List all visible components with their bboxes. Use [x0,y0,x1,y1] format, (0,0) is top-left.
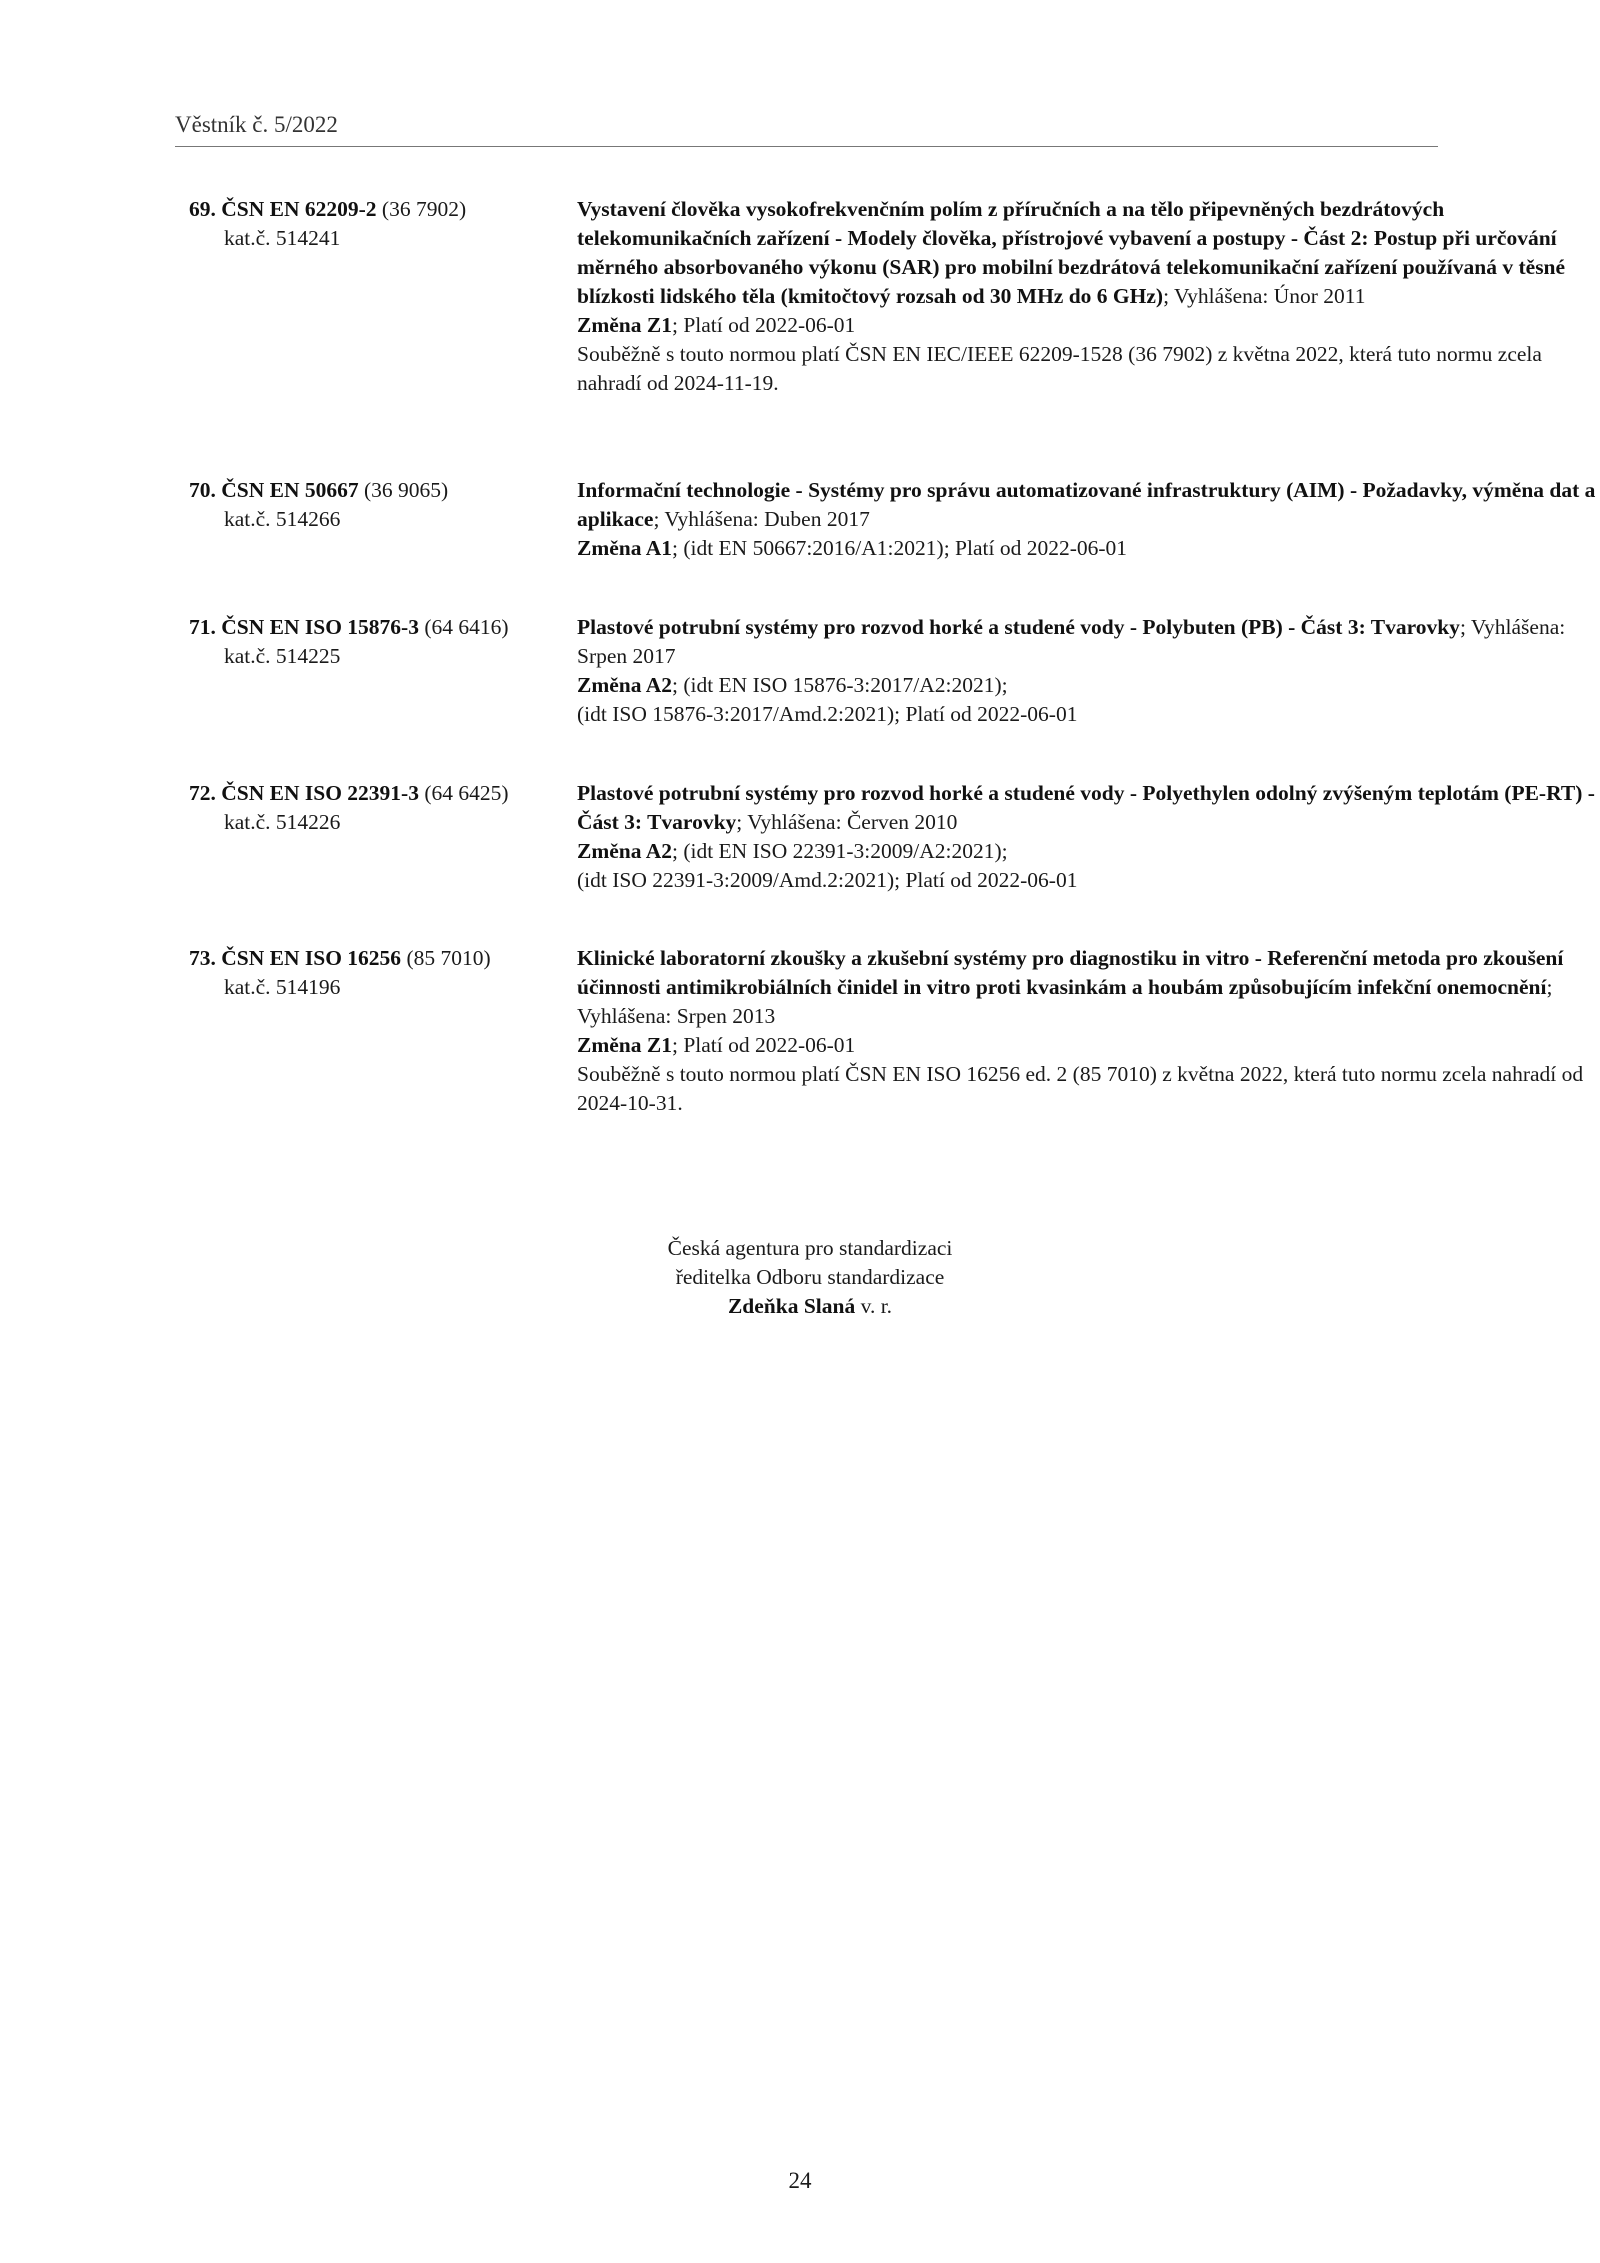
entry-id [189,779,569,837]
standard-code: ČSN EN 62209-2 [221,197,377,221]
announced-date: ; Vyhlášena: Srpen 2013 [577,975,1553,1028]
catalog-number: kat.č. 514241 [224,226,341,250]
entry-number: 69. [189,197,216,221]
standard-code: ČSN EN ISO 15876-3 [221,615,419,639]
entry-body [577,613,1600,729]
change-info: ; (idt EN ISO 22391-3:2009/A2:2021); [671,839,1008,863]
entry-body [577,476,1600,563]
replacement-note: Souběžně s touto normou platí ČSN EN IEC/IEEE 62209-1528 (36 7902) z května 2022, která tuto normu zcela nahradí od 2024-11-19. [577,342,1542,395]
catalog-number: kat.č. 514266 [224,507,341,531]
standard-code: ČSN EN 50667 [221,478,359,502]
standard-code: ČSN EN ISO 16256 [221,946,402,970]
change-label: Změna A2 [577,673,672,697]
classification-number: (36 7902) [381,197,467,221]
entry-id [189,613,569,671]
entry-id [189,944,569,1002]
entry-number: 72. [189,781,216,805]
signature-block [600,1234,1020,1321]
change-info: ; (idt EN ISO 15876-3:2017/A2:2021); [671,673,1008,697]
header-divider [175,146,1438,147]
agency-name: Česká agentura pro standardizaci [667,1236,953,1260]
standard-title: Plastové potrubní systémy pro rozvod horké a studené vody - Polybuten (PB) - Část 3: Tvarovky [577,615,1460,639]
entry-body [577,944,1600,1118]
signature-suffix: v. r. [855,1294,893,1318]
change-info-iso: (idt ISO 15876-3:2017/Amd.2:2021); Platí od 2022-06-01 [577,702,1078,726]
change-info: ; Platí od 2022-06-01 [671,1033,856,1057]
page-number: 24 [788,2168,812,2193]
standard-title: Informační technologie - Systémy pro správu automatizované infrastruktury (AIM) - Požadavky, výměna dat a aplikace [577,478,1596,531]
announced-date: ; Vyhlášena: Červen 2010 [736,810,958,834]
classification-number: (36 9065) [364,478,449,502]
entry-id [189,476,569,534]
standard-code: ČSN EN ISO 22391-3 [221,781,419,805]
announced-date: ; Vyhlášena: Srpen 2017 [577,615,1566,668]
change-label: Změna A1 [577,536,672,560]
bulletin-header: Věstník č. 5/2022 [175,112,338,137]
change-label: Změna Z1 [577,313,672,337]
classification-number: (85 7010) [406,946,491,970]
classification-number: (64 6416) [424,615,509,639]
catalog-number: kat.č. 514196 [224,975,341,999]
announced-date: ; Vyhlášena: Únor 2011 [1163,284,1366,308]
signatory-role: ředitelka Odboru standardizace [675,1265,945,1289]
classification-number: (64 6425) [424,781,509,805]
entry-id [189,195,569,253]
announced-date: ; Vyhlášena: Duben 2017 [653,507,870,531]
change-info: ; Platí od 2022-06-01 [671,313,856,337]
catalog-number: kat.č. 514225 [224,644,341,668]
standard-title: Plastové potrubní systémy pro rozvod horké a studené vody - Polyethylen odolný zvýšeným teplotám (PE-RT) - Část 3: Tvarovky [577,781,1595,834]
entry-number: 71. [189,615,216,639]
entry-number: 70. [189,478,216,502]
change-info: ; (idt EN 50667:2016/A1:2021); Platí od 2022-06-01 [671,536,1128,560]
change-label: Změna A2 [577,839,672,863]
entry-number: 73. [189,946,216,970]
change-label: Změna Z1 [577,1033,672,1057]
change-info-iso: (idt ISO 22391-3:2009/Amd.2:2021); Platí od 2022-06-01 [577,868,1078,892]
catalog-number: kat.č. 514226 [224,810,341,834]
entry-body [577,779,1600,895]
signatory-name: Zdeňka Slaná [727,1294,856,1318]
standard-title: Klinické laboratorní zkoušky a zkušební systémy pro diagnostiku in vitro - Referenční metoda pro zkoušení účinnosti antimikrobiálních činidel in vitro proti kvasinkám a houbám způsobujícím infekční onemocnění [577,946,1564,999]
replacement-note: Souběžně s touto normou platí ČSN EN ISO 16256 ed. 2 (85 7010) z května 2022, která tuto normu zcela nahradí od 2024-10-31. [577,1062,1584,1115]
standard-title: Vystavení člověka vysokofrekvenčním polím z příručních a na tělo připevněných bezdrátových telekomunikačních zařízení - Modely člověka, přístrojové vybavení a postupy - Část 2: Postup při určování měrného absorbovaného výkonu (SAR) pro mobilní bezdrátová telekomunikační zařízení používaná v těsné blízkosti lidského těla (kmitočtový rozsah od 30 MHz do 6 GHz) [577,197,1566,308]
entry-body [577,195,1600,398]
